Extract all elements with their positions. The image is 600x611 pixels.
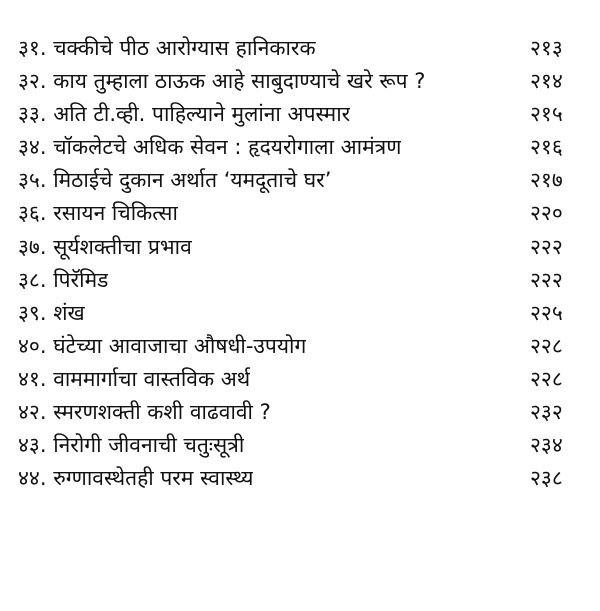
toc-entry-page: २२२	[530, 267, 563, 292]
toc-entry-page: २३२	[530, 400, 563, 425]
toc-entry-page: २१७	[530, 168, 563, 193]
toc-entry-page: २१५	[530, 102, 563, 127]
toc-entry-title: ३३. अति टी.व्ही. पाहिल्याने मुलांना अपस्मार	[18, 102, 351, 127]
toc-entry	[18, 65, 590, 98]
toc-entry-page: २२२	[530, 234, 563, 259]
toc-entry-page: २२८	[530, 333, 563, 358]
toc-entry	[18, 363, 590, 396]
toc-entry-title: ३९. शंख	[18, 300, 85, 325]
toc-entry-page: २१३	[530, 36, 563, 60]
toc-entry-page: २३४	[530, 433, 563, 458]
toc-entry-title: ४४. रुग्णावस्थेतही परम स्वास्थ्य	[18, 466, 254, 491]
toc-entry-page: २२८	[530, 366, 563, 391]
toc-entry-title: ४०. घंटेच्या आवाजाचा औषधी-उपयोग	[18, 333, 307, 358]
toc-entry-title: ३४. चॉकलेटचे अधिक सेवन : हृदयरोगाला आमंत्रण	[18, 135, 402, 160]
toc-entry-title: ४२. स्मरणशक्ती कशी वाढवावी ?	[18, 400, 271, 425]
toc-entry	[18, 462, 590, 495]
toc-entry	[18, 396, 590, 429]
toc-entry	[18, 98, 590, 131]
toc-entry-title: ३६. रसायन चिकित्सा	[18, 201, 178, 226]
toc-entry	[18, 32, 590, 65]
toc-entry-title: ४३. निरोगी जीवनाची चतुःसूत्री	[18, 433, 245, 458]
toc-entry	[18, 197, 590, 230]
toc-entry-title: ३७. सूर्यशक्तीचा प्रभाव	[18, 234, 192, 259]
toc-entry	[18, 264, 590, 297]
toc-entry	[18, 429, 590, 462]
toc-entry-title: ३५. मिठाईचे दुकान अर्थात ‘यमदूताचे घर’	[18, 168, 332, 193]
toc-entry-page: २१४	[530, 69, 563, 94]
toc-entry	[18, 297, 590, 330]
toc-entry-title: ३२. काय तुम्हाला ठाऊक आहे साबुदाण्याचे खरे रूप ?	[18, 69, 426, 94]
toc-entry-page: २२५	[530, 300, 563, 325]
toc-entry	[18, 231, 590, 264]
toc-entry-title: ३१. चक्कीचे पीठ आरोग्यास हानिकारक	[18, 36, 316, 60]
toc-entry-title: ४१. वाममार्गाचा वास्तविक अर्थ	[18, 366, 251, 391]
toc-entry	[18, 131, 590, 164]
toc-entry-page: २२०	[530, 201, 563, 226]
table-of-contents	[18, 32, 590, 495]
toc-entry-page: २१६	[530, 135, 563, 160]
toc-entry-page: २३८	[530, 466, 563, 491]
toc-entry	[18, 164, 590, 197]
toc-entry-title: ३८. पिरॅमिड	[18, 267, 109, 292]
toc-entry	[18, 330, 590, 363]
